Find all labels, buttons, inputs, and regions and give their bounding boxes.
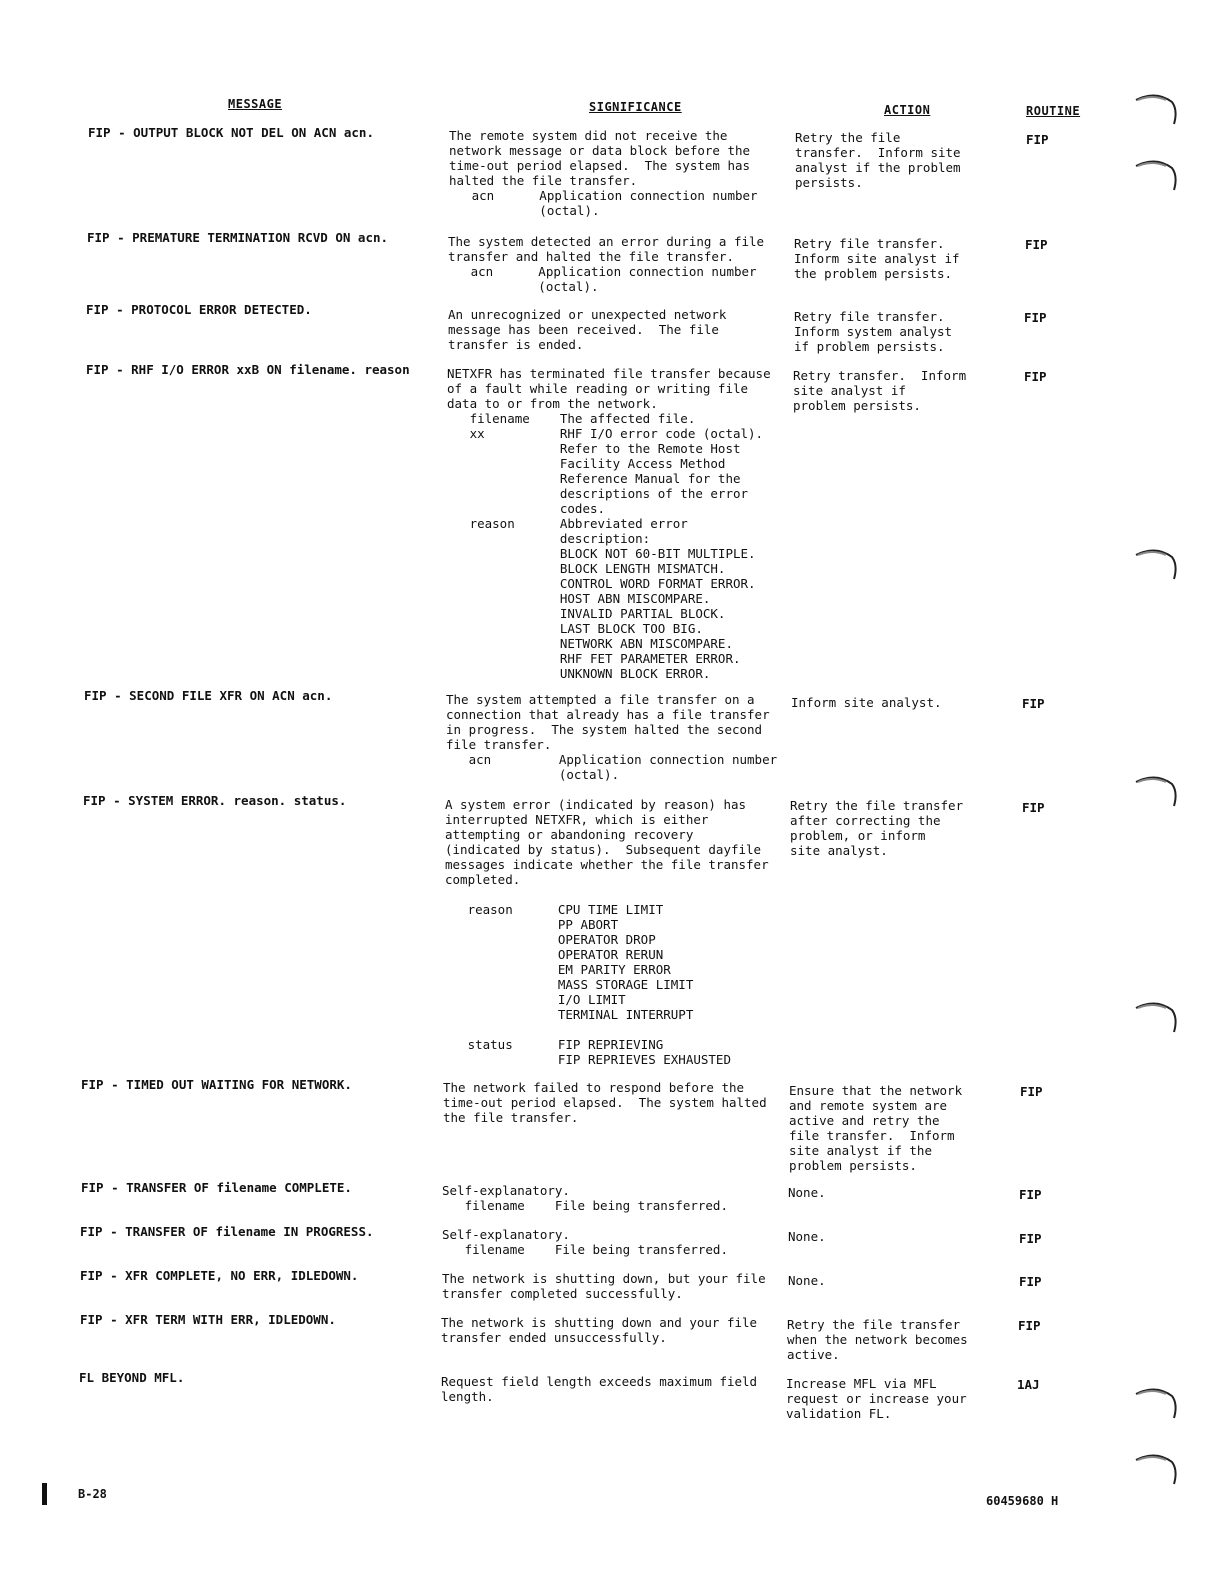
header-message: MESSAGE — [228, 97, 283, 111]
entry-action: Retry the file transfer. Inform site analyst if the problem persists. — [795, 130, 961, 190]
entry-message: FIP - SECOND FILE XFR ON ACN acn. — [84, 688, 333, 703]
change-bar — [42, 1483, 47, 1505]
entry-message: FIP - TRANSFER OF filename COMPLETE. — [81, 1180, 352, 1195]
entry-message: FIP - TIMED OUT WAITING FOR NETWORK. — [81, 1077, 352, 1092]
entry-message: FIP - XFR TERM WITH ERR, IDLEDOWN. — [80, 1312, 336, 1327]
entry-routine: FIP — [1024, 310, 1047, 325]
entry-action: Retry transfer. Inform site analyst if problem persists. — [793, 368, 967, 413]
entry-significance: The network failed to respond before the time-out period elapsed. The system halted the file transfer. — [443, 1080, 767, 1125]
entry-significance: NETXFR has terminated file transfer because of a fault while reading or writing file data to or from the network. filename The affected file. xx RHF I/O error code (octal). Refer to the Remote Host Facility Access Method Reference Manual for the descriptions of the error codes. reason Abbreviated error description: BLOCK NOT 60-BIT MULTIPLE. BLOCK LENGTH MISMATCH. CONTROL WORD FORMAT ERROR. HOST ABN MISCOMPARE. INVALID PARTIAL BLOCK. LAST BLOCK TOO BIG. NETWORK ABN MISCOMPARE. RHF FET PARAMETER ERROR. UNKNOWN BLOCK ERROR. — [447, 366, 771, 681]
punch-hole-icon — [1132, 1382, 1184, 1424]
header-routine: ROUTINE — [1026, 104, 1081, 118]
entry-action: Increase MFL via MFL request or increase your validation FL. — [786, 1376, 967, 1421]
entry-significance: Self-explanatory. filename File being transferred. — [442, 1183, 728, 1213]
entry-message: FIP - SYSTEM ERROR. reason. status. — [83, 793, 347, 808]
entry-message: FIP - PROTOCOL ERROR DETECTED. — [86, 302, 312, 317]
entry-significance: An unrecognized or unexpected network message has been received. The file transfer is ended. — [448, 307, 727, 352]
entry-significance: The system attempted a file transfer on a connection that already has a file transfer in progress. The system halted the second file transfer. acn Application connection number (octal). — [446, 692, 778, 782]
entry-significance: The network is shutting down and your file transfer ended unsuccessfully. — [441, 1315, 758, 1345]
entry-action: None. — [788, 1273, 826, 1288]
entry-significance: Request field length exceeds maximum field length. — [441, 1374, 758, 1404]
entry-message: FIP - OUTPUT BLOCK NOT DEL ON ACN acn. — [88, 125, 374, 140]
entry-routine: FIP — [1018, 1318, 1041, 1333]
entry-action: Retry the file transfer after correcting the problem, or inform site analyst. — [790, 798, 964, 858]
entry-message: FIP - RHF I/O ERROR xxB ON filename. reason — [86, 362, 410, 377]
entry-action: Inform site analyst. — [791, 695, 942, 710]
entry-significance: The system detected an error during a file transfer and halted the file transfer. acn Application connection number (octal). — [448, 234, 765, 294]
entry-action: Retry the file transfer when the network becomes active. — [787, 1317, 968, 1362]
entry-routine: FIP — [1019, 1274, 1042, 1289]
punch-hole-icon — [1132, 543, 1184, 585]
entry-routine: FIP — [1020, 1084, 1043, 1099]
entry-message: FIP - XFR COMPLETE, NO ERR, IDLEDOWN. — [80, 1268, 359, 1283]
entry-routine: FIP — [1019, 1231, 1042, 1246]
entry-significance: The network is shutting down, but your file transfer completed successfully. — [442, 1271, 766, 1301]
entry-routine: FIP — [1025, 237, 1048, 252]
punch-hole-icon — [1132, 88, 1184, 130]
entry-action: Ensure that the network and remote system are active and retry the file transfer. Inform site analyst if the problem persists. — [789, 1083, 963, 1173]
document-number: 60459680 H — [986, 1494, 1059, 1508]
page-number: B-28 — [78, 1487, 107, 1501]
entry-routine: FIP — [1024, 369, 1047, 384]
entry-action: None. — [788, 1185, 826, 1200]
punch-hole-icon — [1132, 770, 1184, 812]
entry-routine: FIP — [1022, 800, 1045, 815]
entry-action: None. — [788, 1229, 826, 1244]
header-significance: SIGNIFICANCE — [589, 100, 682, 114]
entry-routine: 1AJ — [1017, 1377, 1040, 1392]
punch-hole-icon — [1132, 996, 1184, 1038]
entry-routine: FIP — [1026, 132, 1049, 147]
punch-hole-icon — [1132, 154, 1184, 196]
entry-action: Retry file transfer. Inform site analyst if the problem persists. — [794, 236, 960, 281]
entry-action: Retry file transfer. Inform system analyst if problem persists. — [794, 309, 953, 354]
punch-hole-icon — [1132, 1448, 1184, 1490]
entry-message: FIP - PREMATURE TERMINATION RCVD ON acn. — [87, 230, 389, 245]
header-action: ACTION — [884, 103, 931, 117]
entry-significance: Self-explanatory. filename File being transferred. — [442, 1227, 728, 1257]
entry-message: FL BEYOND MFL. — [79, 1370, 185, 1385]
entry-routine: FIP — [1022, 696, 1045, 711]
entry-significance: The remote system did not receive the network message or data block before the time-out period elapsed. The system has halted the file transfer. acn Application connection number (octal). — [449, 128, 758, 218]
entry-routine: FIP — [1019, 1187, 1042, 1202]
entry-significance: A system error (indicated by reason) has interrupted NETXFR, which is either attempting or abandoning recovery (indicated by status). Subsequent dayfile messages indicate whether the file transfer completed. reason CPU TIME LIMIT PP ABORT OPERATOR DROP OPERATOR RERUN EM PARITY ERROR MASS STORAGE LIMIT I/O LIMIT TERMINAL INTERRUPT status FIP REPRIEVING FIP REPRIEVES EXHAUSTED — [445, 797, 769, 1067]
entry-message: FIP - TRANSFER OF filename IN PROGRESS. — [80, 1224, 374, 1239]
